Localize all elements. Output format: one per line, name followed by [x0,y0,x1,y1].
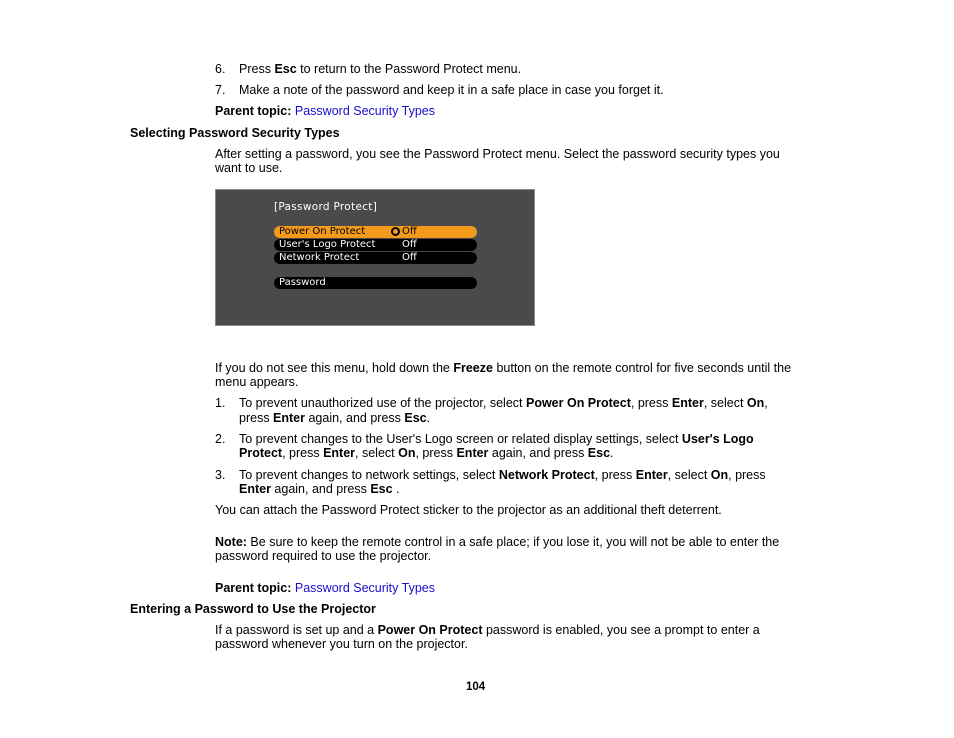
osd-row-label: Power On Protect [279,226,366,237]
step-1-line-2: press Enter again, and press Esc. [239,411,431,425]
sticker-paragraph: You can attach the Password Protect sticker to the projector as an additional theft deterrent. [215,503,722,517]
parent-topic-label: Parent topic: [215,581,292,595]
step-2-line-2: Protect, press Enter, select On, press Enter again, and press Esc. [239,446,614,460]
note-line-1: Note: Be sure to keep the remote control in a safe place; if you lose it, you will not be able to enter the [215,535,780,549]
step-6-number: 6. [215,62,226,76]
step-2-number: 2. [215,432,226,446]
intro-line-2: want to use. [215,161,283,175]
freeze-line-1: If you do not see this menu, hold down the Freeze button on the remote control for five seconds until the [215,361,792,375]
section-heading-entering: Entering a Password to Use the Projector [130,602,376,616]
osd-title: [Password Protect] [274,201,378,213]
intro-line-1: After setting a password, you see the Password Protect menu. Select the password security types you [215,147,780,161]
step-6-text: Press Esc to return to the Password Protect menu. [239,62,522,76]
parent-topic-label: Parent topic: [215,104,292,118]
entering-line-1: If a password is set up and a Power On Protect password is enabled, you see a prompt to enter a [215,623,760,637]
password-protect-menu-screenshot [215,189,535,326]
osd-row-label: Network Protect [279,252,360,263]
step-3-line-1: To prevent changes to network settings, select Network Protect, press Enter, select On, press [239,468,766,482]
entering-line-2: password whenever you turn on the projector. [215,637,468,651]
step-1-number: 1. [215,396,226,410]
selected-indicator-icon [391,227,400,236]
note-line-2: password required to use the projector. [215,549,432,563]
step-2-line-1: To prevent changes to the User's Logo screen or related display settings, select User's Logo [239,432,754,446]
osd-row-password [274,277,477,289]
parent-topic-2 [215,581,435,596]
step-3-number: 3. [215,468,226,482]
osd-row-value: Off [402,239,417,250]
parent-topic-1 [215,104,435,119]
osd-row-value: Off [402,252,417,263]
osd-row-value: Off [402,226,417,237]
page-number: 104 [466,681,486,693]
osd-row-label: User's Logo Protect [279,239,376,250]
freeze-line-2: menu appears. [215,375,299,389]
parent-topic-link-2[interactable]: Password Security Types [294,581,435,595]
osd-row-label: Password [279,277,326,288]
note-label: Note: [215,535,247,549]
osd-row-network-protect [274,252,477,264]
step-7-number: 7. [215,83,226,97]
step-1-line-1: To prevent unauthorized use of the projector, select Power On Protect, press Enter, select On, [239,396,768,410]
section-heading-selecting: Selecting Password Security Types [130,126,340,140]
osd-row-users-logo-protect [274,239,477,251]
step-7-text: Make a note of the password and keep it in a safe place in case you forget it. [239,83,664,97]
parent-topic-link-1[interactable]: Password Security Types [294,104,435,118]
osd-row-power-on-protect [274,226,477,238]
step-3-line-2: Enter again, and press Esc . [239,482,400,496]
